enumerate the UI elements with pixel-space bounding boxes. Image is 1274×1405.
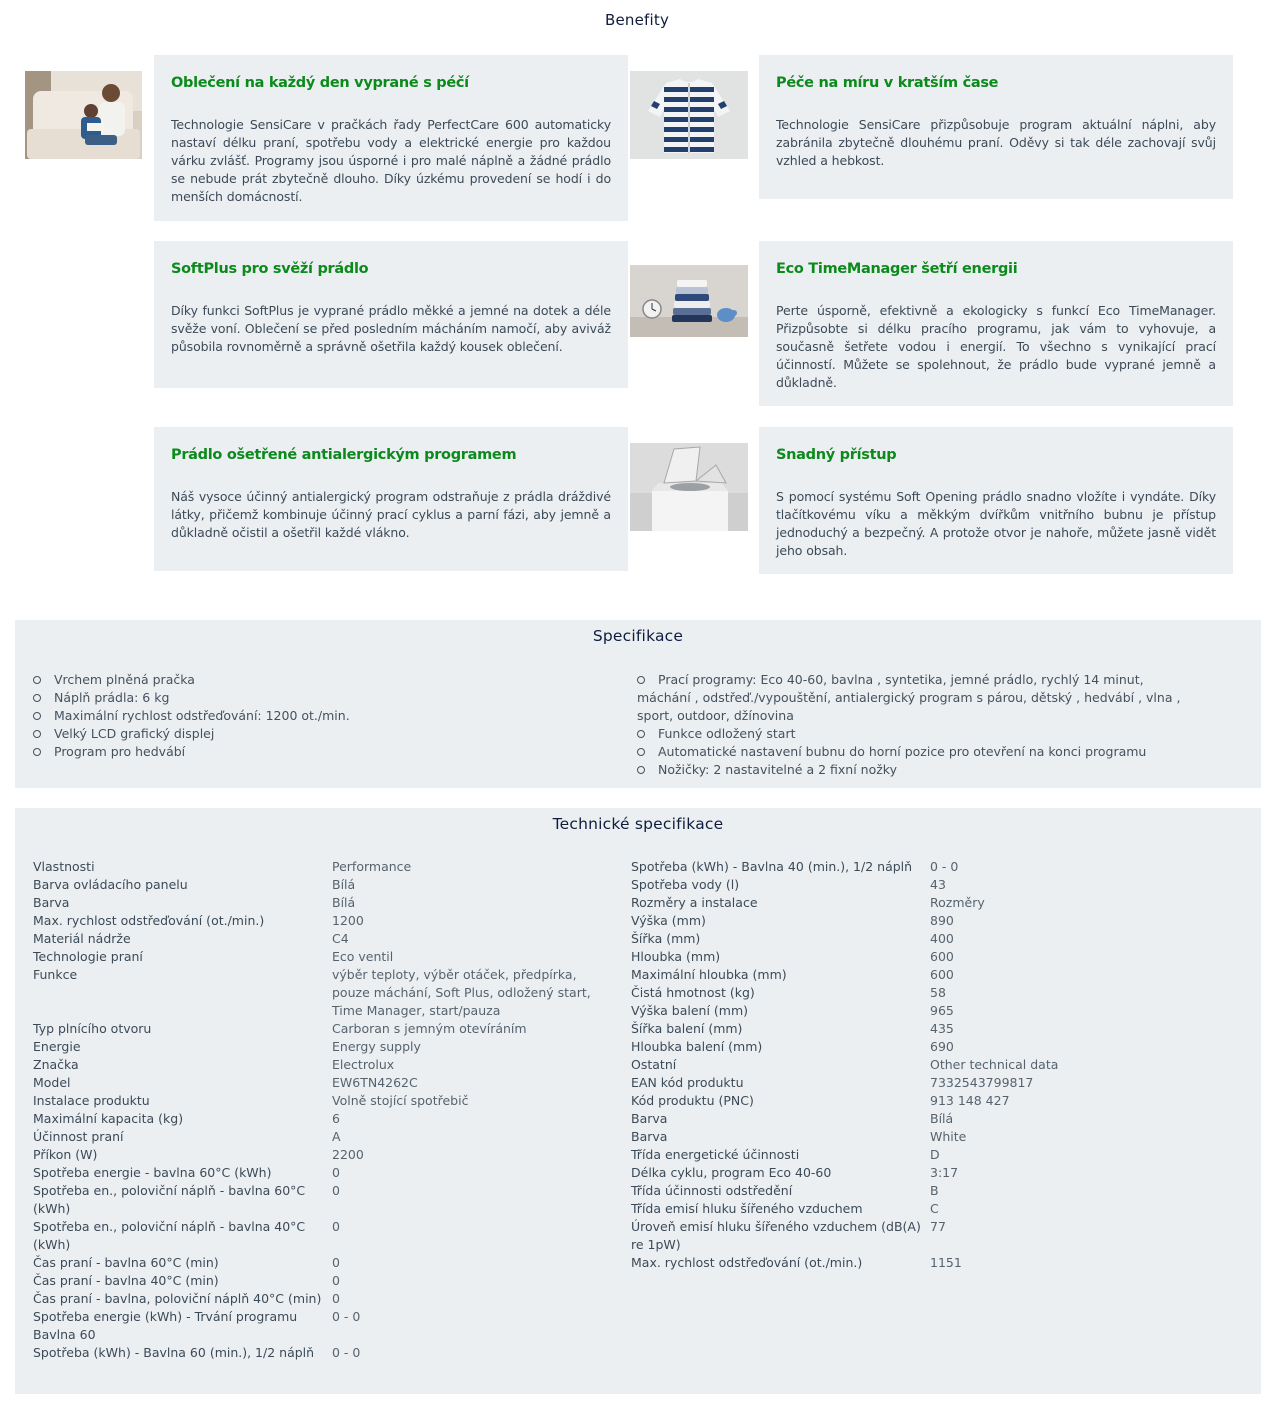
tech-spec-label: Materiál nádrže [33, 931, 131, 946]
spec-item: Funkce odložený start [637, 725, 1197, 743]
benefit-title: Eco TimeManager šetří energii [776, 261, 1018, 277]
tech-spec-value: 600 [930, 967, 954, 982]
tech-spec-value: 0 - 0 [930, 859, 959, 874]
benefit-text: Náš vysoce účinný antialergický program odstraňuje z prádla dráždivé látky, přičemž kombinuje účinný prací cyklus a parní fázi, aby jemně a důkladně očistil a ošetřil každé vlákno. [171, 489, 611, 540]
tech-spec-value: Electrolux [332, 1057, 395, 1072]
tech-spec-label: EAN kód produktu [631, 1075, 744, 1090]
tech-spec-label: Čistá hmotnost (kg) [631, 985, 755, 1000]
benefit-card-softplus [154, 241, 628, 388]
tech-spec-label: Barva [631, 1129, 668, 1144]
spec-item: Nožičky: 2 nastavitelné a 2 fixní nožky [637, 761, 1197, 779]
tech-spec-label: Ostatní [631, 1057, 677, 1072]
tech-spec-value: 0 - 0 [332, 1345, 361, 1360]
tech-spec-value: A [332, 1129, 341, 1144]
tech-spec-value: Bílá [930, 1111, 954, 1126]
benefits-title: Benefity [604, 11, 670, 29]
benefit-title: Prádlo ošetřené antialergickým programem [171, 447, 517, 463]
benefit-text: Perte úsporně, efektivně a ekologicky s funkcí Eco TimeManager. Přizpůsobte si délku pracího programu, jak vám to vyhovuje, a současně šetřete vodou i energií. To všechno s vynikající prací účinností. Můžete se spolehnout, že prádlo bude vyprané jemně a důkladně. [776, 303, 1216, 390]
tech-spec-label: Maximální hloubka (mm) [631, 967, 787, 982]
tech-spec-row [33, 1110, 618, 1128]
tech-spec-label: Spotřeba (kWh) - Bavlna 60 (min.), 1/2 náplň [33, 1345, 315, 1360]
tech-spec-label: Značka [33, 1057, 79, 1072]
tech-spec-label: Šířka (mm) [631, 931, 701, 946]
tech-spec-row [33, 1092, 618, 1110]
tech-spec-value: 965 [930, 1003, 954, 1018]
tech-spec-row [33, 1074, 618, 1092]
tech-spec-label: Čas praní - bavlna, poloviční náplň 40°C (min) [33, 1291, 322, 1306]
tech-spec-label: Třída energetické účinnosti [631, 1147, 800, 1162]
tech-spec-row [33, 1056, 618, 1074]
tech-spec-row [33, 948, 618, 966]
tech-spec-label: Čas praní - bavlna 60°C (min) [33, 1255, 219, 1270]
tech-spec-row [631, 1056, 1231, 1074]
spec-item: Náplň prádla: 6 kg [33, 689, 613, 707]
tech-spec-value: 3:17 [930, 1165, 959, 1180]
tech-spec-row [33, 894, 618, 912]
tech-spec-row [631, 1146, 1231, 1164]
tech-spec-label: Technologie praní [33, 949, 143, 964]
tech-spec-row [33, 858, 618, 876]
benefit-title: Snadný přístup [776, 447, 897, 463]
top-loader-image [630, 443, 748, 531]
tech-spec-label: Třída účinnosti odstředění [631, 1183, 793, 1198]
tech-spec-value: C4 [332, 931, 349, 946]
tech-spec-value: Volně stojící spotřebič [332, 1093, 469, 1108]
tech-spec-row [631, 1020, 1231, 1038]
benefit-text: Technologie SensiCare přizpůsobuje program aktuální náplni, aby zabránila zbytečně dlouhému praní. Oděvy si tak déle zachovají svůj vzhled a hebkost. [776, 117, 1216, 168]
benefit-text: S pomocí systému Soft Opening prádlo snadno vložíte i vyndáte. Díky tlačítkovému víku a měkkým dvířkům vnitřního bubnu je přístup jednoduchý a bezpečný. A protože otvor je nahoře, můžete jasně vidět jeho obsah. [776, 489, 1216, 558]
tech-spec-value: Other technical data [930, 1057, 1059, 1072]
tech-spec-row [631, 1218, 1231, 1254]
tech-spec-label: Barva [33, 895, 70, 910]
tech-spec-label: Účinnost praní [33, 1129, 124, 1144]
tech-spec-value: 0 [332, 1219, 340, 1234]
tech-spec-value: Bílá [332, 895, 356, 910]
tech-spec-value: Performance [332, 859, 412, 874]
tech-spec-value: 43 [930, 877, 946, 892]
specifications-list-left [33, 671, 613, 761]
family-reading-image [25, 71, 142, 159]
tech-spec-row [33, 1218, 618, 1254]
tech-spec-label: Hloubka (mm) [631, 949, 721, 964]
specifications-list-right [637, 671, 1197, 779]
tech-spec-label: Spotřeba en., poloviční náplň - bavlna 40°C (kWh) [33, 1219, 306, 1252]
tech-spec-label: Příkon (W) [33, 1147, 98, 1162]
tech-spec-value: 2200 [332, 1147, 364, 1162]
tech-spec-row [631, 930, 1231, 948]
tech-spec-row [33, 1038, 618, 1056]
tech-spec-row [631, 858, 1231, 876]
tech-spec-row [33, 1164, 618, 1182]
tech-spec-row [33, 1128, 618, 1146]
tech-spec-row [33, 1344, 618, 1362]
benefit-card-easy-access [759, 427, 1233, 574]
tech-spec-row [33, 1020, 618, 1038]
tech-spec-label: Typ plnícího otvoru [33, 1021, 152, 1036]
tech-spec-label: Energie [33, 1039, 81, 1054]
tech-spec-label: Spotřeba (kWh) - Bavlna 40 (min.), 1/2 náplň [631, 859, 913, 874]
spec-item: Velký LCD grafický displej [33, 725, 613, 743]
tech-spec-value: Carboran s jemným otevíráním [332, 1021, 527, 1036]
tech-spec-value: 58 [930, 985, 946, 1000]
spec-item: Prací programy: Eco 40-60, bavlna , syntetika, jemné prádlo, rychlý 14 minut, máchání , odstřeď./vypouštění, antialergický program s párou, dětský , hedvábí , vlna , sport, outdoor, džínovina [637, 671, 1197, 725]
tech-spec-row [33, 1182, 618, 1218]
tech-spec-row [33, 1272, 618, 1290]
striped-sweater-image [630, 71, 748, 159]
tech-spec-label: Vlastnosti [33, 859, 95, 874]
laundry-stack-image [630, 265, 748, 337]
tech-spec-label: Úroveň emisí hluku šířeného vzduchem (dB(A) re 1pW) [631, 1219, 921, 1252]
tech-spec-label: Čas praní - bavlna 40°C (min) [33, 1273, 219, 1288]
tech-spec-row [33, 876, 618, 894]
tech-spec-value: B [930, 1183, 939, 1198]
tech-spec-row [631, 948, 1231, 966]
tech-spec-row [33, 966, 618, 1020]
tech-spec-row [33, 930, 618, 948]
tech-spec-label: Rozměry a instalace [631, 895, 758, 910]
tech-spec-value: výběr teploty, výběr otáček, předpírka, pouze máchání, Soft Plus, odložený start, Time Manager, start/pauza [332, 967, 591, 1018]
tech-spec-value: Energy supply [332, 1039, 421, 1054]
tech-spec-label: Výška (mm) [631, 913, 706, 928]
tech-spec-row [631, 1182, 1231, 1200]
tech-spec-value: 0 [332, 1183, 340, 1198]
spec-item: Maximální rychlost odstřeďování: 1200 ot./min. [33, 707, 613, 725]
tech-spec-value: 0 - 0 [332, 1309, 361, 1324]
tech-spec-value: C [930, 1201, 939, 1216]
tech-spec-value: 890 [930, 913, 954, 928]
tech-spec-label: Šířka balení (mm) [631, 1021, 743, 1036]
benefit-card-tailored-care [759, 55, 1233, 199]
tech-spec-value: Bílá [332, 877, 356, 892]
tech-spec-value: 913 148 427 [930, 1093, 1010, 1108]
tech-spec-row [33, 1290, 618, 1308]
tech-spec-value: D [930, 1147, 940, 1162]
tech-spec-column-left [33, 858, 618, 1362]
tech-spec-value: 0 [332, 1273, 340, 1288]
tech-spec-value: Rozměry [930, 895, 985, 910]
benefit-text: Technologie SensiCare v pračkách řady PerfectCare 600 automaticky nastaví délku praní, spotřebu vody a elektrické energie pro každou várku zvlášť. Programy jsou úsporné i pro malé náplně a žádné prádlo se nebude prát zbytečně dlouho. Díky úzkému provedení se hodí i do menších domácností. [171, 117, 611, 204]
tech-spec-value: White [930, 1129, 967, 1144]
tech-spec-row [631, 1092, 1231, 1110]
technical-specifications-title: Technické specifikace [552, 815, 724, 833]
benefit-card-antiallergy [154, 427, 628, 571]
tech-spec-value: 1151 [930, 1255, 962, 1270]
tech-spec-label: Funkce [33, 967, 78, 982]
tech-spec-row [631, 894, 1231, 912]
tech-spec-row [631, 966, 1231, 984]
tech-spec-label: Barva ovládacího panelu [33, 877, 188, 892]
tech-spec-row [631, 1164, 1231, 1182]
tech-spec-value: 0 [332, 1255, 340, 1270]
benefit-card-everyday-care [154, 55, 628, 221]
tech-spec-label: Spotřeba energie (kWh) - Trvání programu Bavlna 60 [33, 1309, 298, 1342]
technical-specifications-panel [15, 808, 1261, 1394]
benefit-title: Péče na míru v kratším čase [776, 75, 999, 91]
benefit-text: Díky funkci SoftPlus je vyprané prádlo měkké a jemné na dotek a déle svěže voní. Oblečení se před posledním mácháním namočí, aby aviváž působila rovnoměrně a správně ošetřila každý kousek oblečení. [171, 303, 611, 354]
tech-spec-row [631, 912, 1231, 930]
tech-spec-row [33, 1146, 618, 1164]
tech-spec-value: 77 [930, 1219, 946, 1234]
tech-spec-value: 690 [930, 1039, 954, 1054]
tech-spec-row [33, 912, 618, 930]
specifications-title: Specifikace [592, 627, 684, 645]
spec-item: Vrchem plněná pračka [33, 671, 613, 689]
tech-spec-value: 0 [332, 1291, 340, 1306]
tech-spec-label: Hloubka balení (mm) [631, 1039, 763, 1054]
tech-spec-label: Délka cyklu, program Eco 40-60 [631, 1165, 832, 1180]
tech-spec-label: Model [33, 1075, 71, 1090]
tech-spec-value: 6 [332, 1111, 340, 1126]
tech-spec-label: Max. rychlost odstřeďování (ot./min.) [33, 913, 265, 928]
tech-spec-value: Eco ventil [332, 949, 394, 964]
tech-spec-label: Spotřeba energie - bavlna 60°C (kWh) [33, 1165, 272, 1180]
tech-spec-row [631, 1254, 1231, 1272]
tech-spec-row [631, 876, 1231, 894]
benefit-card-eco-timemanager [759, 241, 1233, 406]
tech-spec-value: 0 [332, 1165, 340, 1180]
spec-item: Program pro hedvábí [33, 743, 613, 761]
tech-spec-row [631, 1200, 1231, 1218]
benefit-title: Oblečení na každý den vyprané s péčí [171, 75, 469, 91]
tech-spec-row [631, 1110, 1231, 1128]
tech-spec-value: 400 [930, 931, 954, 946]
specifications-panel [15, 620, 1261, 788]
tech-spec-value: 1200 [332, 913, 364, 928]
tech-spec-row [631, 1074, 1231, 1092]
tech-spec-row [33, 1254, 618, 1272]
tech-spec-row [631, 1038, 1231, 1056]
tech-spec-label: Spotřeba vody (l) [631, 877, 740, 892]
tech-spec-label: Spotřeba en., poloviční náplň - bavlna 60°C (kWh) [33, 1183, 306, 1216]
tech-spec-value: 7332543799817 [930, 1075, 1034, 1090]
tech-spec-label: Výška balení (mm) [631, 1003, 749, 1018]
tech-spec-column-right [631, 858, 1231, 1272]
tech-spec-label: Barva [631, 1111, 668, 1126]
tech-spec-value: EW6TN4262C [332, 1075, 418, 1090]
tech-spec-label: Max. rychlost odstřeďování (ot./min.) [631, 1255, 863, 1270]
tech-spec-row [33, 1308, 618, 1344]
tech-spec-row [631, 1002, 1231, 1020]
tech-spec-label: Instalace produktu [33, 1093, 150, 1108]
tech-spec-row [631, 984, 1231, 1002]
tech-spec-label: Třída emisí hluku šířeného vzduchem [631, 1201, 863, 1216]
tech-spec-value: 600 [930, 949, 954, 964]
spec-item: Automatické nastavení bubnu do horní pozice pro otevření na konci programu [637, 743, 1197, 761]
tech-spec-value: 435 [930, 1021, 954, 1036]
tech-spec-label: Kód produktu (PNC) [631, 1093, 754, 1108]
tech-spec-row [631, 1128, 1231, 1146]
benefit-title: SoftPlus pro svěží prádlo [171, 261, 369, 277]
tech-spec-label: Maximální kapacita (kg) [33, 1111, 184, 1126]
